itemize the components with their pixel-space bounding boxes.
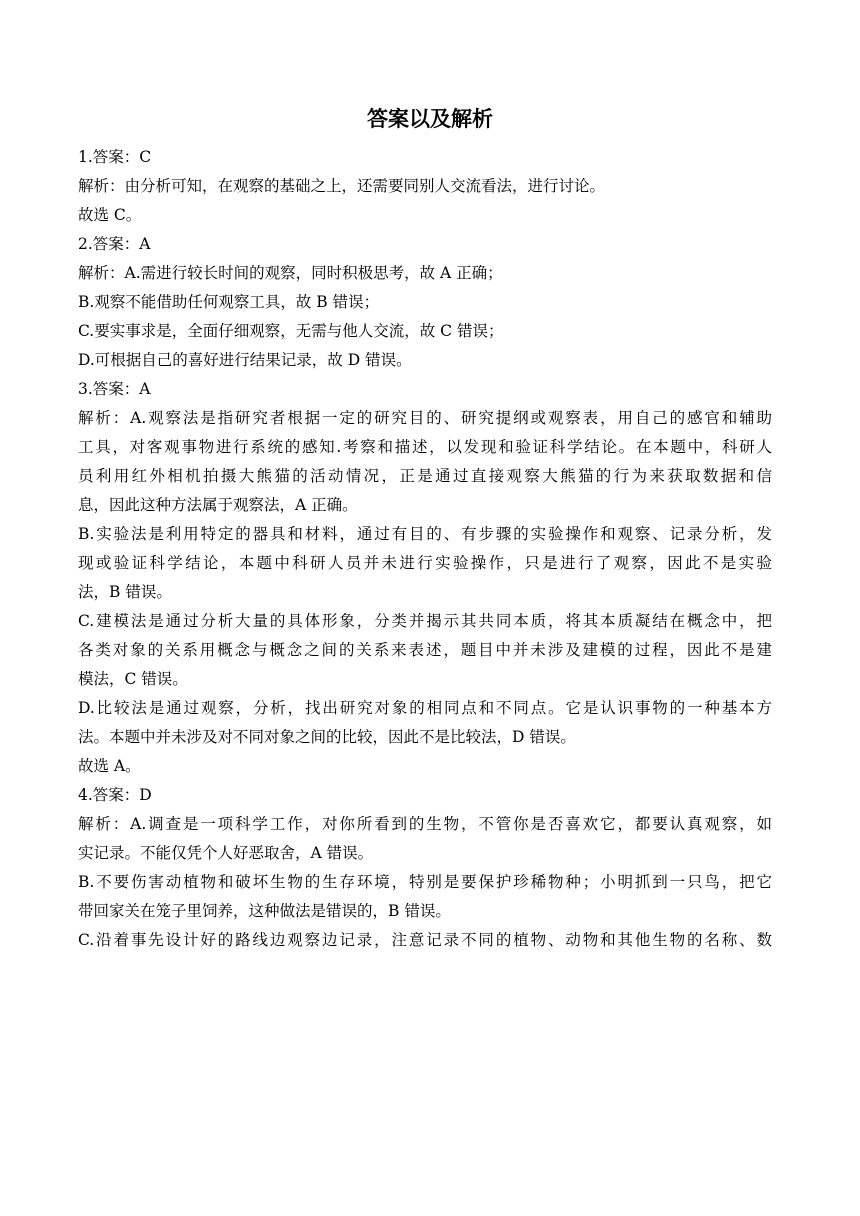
q3-analysis-a-line: 员利用红外相机拍摄大熊猫的活动情况，正是通过直接观察大熊猫的行为来获取数据和信 <box>78 467 772 485</box>
q3-analysis-d <box>78 694 772 752</box>
q2-analysis-a: 解析：A.需进行较长时间的观察，同时积极思考，故 A 正确； <box>78 264 503 282</box>
q3-analysis-a-line: 息，因此这种方法属于观察法，A 正确。 <box>78 496 358 514</box>
q3-analysis-c-line: 各类对象的关系用概念与概念之间的关系来表述，题目中并未涉及建模的过程，因此不是建 <box>78 641 772 659</box>
q3-analysis-b-line: 法，B 错误。 <box>78 583 172 601</box>
q3-analysis-d-line: D.比较法是通过观察，分析，找出研究对象的相同点和不同点。它是认识事物的一种基本方 <box>78 699 772 717</box>
q4-analysis-b-line: B.不要伤害动植物和破坏生物的生存环境，特别是要保护珍稀物种；小明抓到一只鸟，把它 <box>78 873 772 891</box>
q2-answer: 2.答案：A <box>78 235 151 253</box>
q3-conclusion: 故选 A。 <box>78 757 141 775</box>
q4-analysis-c-line: C.沿着事先设计好的路线边观察边记录，注意记录不同的植物、动物和其他生物的名称、数 <box>78 931 772 949</box>
q4-analysis-a-line: 实记录。不能仅凭个人好恶取舍，A 错误。 <box>78 844 374 862</box>
q3-answer: 3.答案：A <box>78 380 151 398</box>
q4-analysis-a <box>78 810 772 868</box>
q3-analysis-b-line: 现或验证科学结论，本题中科研人员并未进行实验操作，只是进行了观察，因此不是实验 <box>78 554 772 572</box>
q1-analysis: 解析：由分析可知，在观察的基础之上，还需要同别人交流看法，进行讨论。 <box>78 177 606 195</box>
q4-analysis-c <box>78 926 772 955</box>
q3-analysis-c-line: 模法，C 错误。 <box>78 670 188 688</box>
q4-analysis-a-line: 解析：A.调查是一项科学工作，对你所看到的生物，不管你是否喜欢它，都要认真观察，如 <box>78 815 772 833</box>
q2-analysis-b: B.观察不能借助任何观察工具，故 B 错误； <box>78 293 380 311</box>
q4-analysis-b-line: 带回家关在笼子里饲养，这种做法是错误的，B 错误。 <box>78 902 451 920</box>
answer-body <box>78 143 772 955</box>
q3-analysis-c-line: C.建模法是通过分析大量的具体形象，分类并揭示其共同本质，将其本质凝结在概念中，把 <box>78 612 772 630</box>
q3-analysis-b-line: B.实验法是利用特定的器具和材料，通过有目的、有步骤的实验操作和观察、记录分析，发 <box>78 525 772 543</box>
q3-analysis-b <box>78 520 772 607</box>
q4-answer: 4.答案：D <box>78 786 152 804</box>
q3-analysis-a-line: 解析：A.观察法是指研究者根据一定的研究目的、研究提纲或观察表，用自己的感官和辅助 <box>78 409 772 427</box>
q1-answer: 1.答案：C <box>78 148 152 166</box>
q2-analysis-d: D.可根据自己的喜好进行结果记录，故 D 错误。 <box>78 351 412 369</box>
q3-analysis-d-line: 法。本题中并未涉及对不同对象之间的比较，因此不是比较法，D 错误。 <box>78 728 576 746</box>
q3-analysis-a <box>78 404 772 520</box>
page-title: 答案以及解析 <box>367 107 493 131</box>
q1-conclusion: 故选 C。 <box>78 206 142 224</box>
q4-analysis-b <box>78 868 772 926</box>
q3-analysis-c <box>78 607 772 694</box>
q3-analysis-a-line: 工具，对客观事物进行系统的感知.考察和描述，以发现和验证科学结论。在本题中，科研人 <box>78 438 772 456</box>
q2-analysis-c: C.要实事求是，全面仔细观察，无需与他人交流，故 C 错误； <box>78 322 504 340</box>
